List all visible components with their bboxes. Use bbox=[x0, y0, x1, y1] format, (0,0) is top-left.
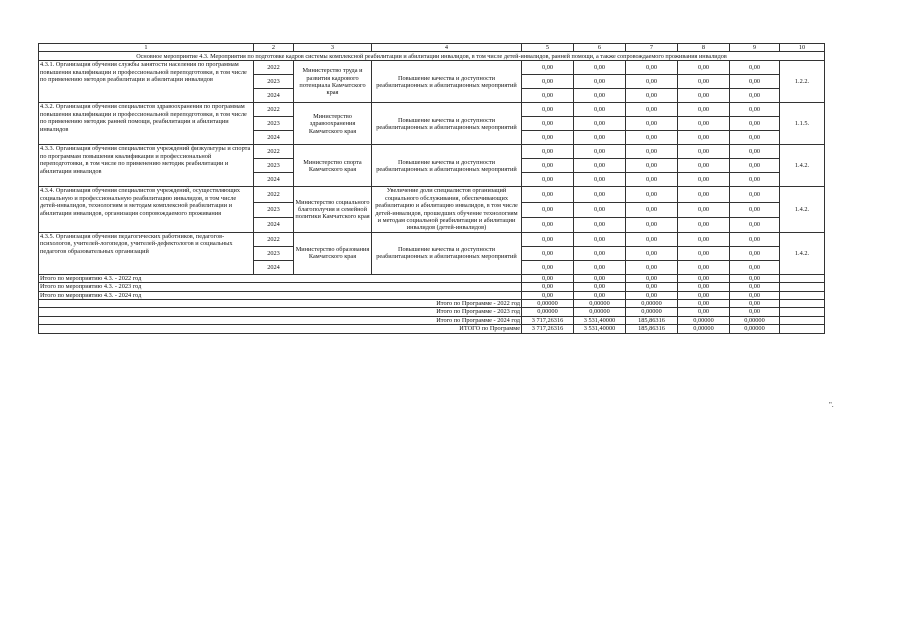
value-cell: 0,00 bbox=[626, 260, 678, 274]
program-total-label: Итого по Программе - 2024 год bbox=[39, 316, 522, 324]
empty-cell bbox=[780, 283, 825, 291]
value-cell: 0,00 bbox=[730, 145, 780, 159]
value-cell: 0,00000 bbox=[678, 316, 730, 324]
value-cell: 0,00000 bbox=[522, 300, 574, 308]
value-cell: 0,00 bbox=[678, 75, 730, 89]
value-cell: 0,00000 bbox=[574, 300, 626, 308]
value-cell: 0,00 bbox=[574, 232, 626, 246]
value-cell: 0,00 bbox=[626, 274, 678, 282]
result-cell: Повышение качества и доступности реабилитационных и абилитационных мероприятий bbox=[372, 61, 522, 103]
value-cell: 3 531,40000 bbox=[574, 316, 626, 324]
empty-cell bbox=[780, 316, 825, 324]
value-cell: 0,00 bbox=[626, 75, 678, 89]
table-row bbox=[39, 187, 825, 202]
value-cell: 0,00 bbox=[730, 308, 780, 316]
value-cell: 0,00 bbox=[626, 117, 678, 131]
value-cell: 0,00000 bbox=[522, 308, 574, 316]
value-cell: 0,00 bbox=[678, 202, 730, 217]
value-cell: 0,00 bbox=[678, 300, 730, 308]
col-num-7: 7 bbox=[626, 44, 678, 52]
year-cell: 2024 bbox=[254, 217, 294, 232]
value-cell: 0,00 bbox=[678, 61, 730, 75]
indicator-code: 1.4.2. bbox=[780, 145, 825, 187]
value-cell: 0,00 bbox=[678, 308, 730, 316]
value-cell: 0,00 bbox=[626, 232, 678, 246]
value-cell: 0,00 bbox=[522, 217, 574, 232]
executor-cell: Министерство спорта Камчатского края bbox=[294, 145, 372, 187]
table-body bbox=[39, 44, 825, 334]
value-cell: 0,00 bbox=[626, 145, 678, 159]
value-cell: 0,00000 bbox=[574, 308, 626, 316]
empty-cell bbox=[780, 308, 825, 316]
year-cell: 2023 bbox=[254, 246, 294, 260]
value-cell: 0,00 bbox=[730, 103, 780, 117]
value-cell: 0,00 bbox=[574, 202, 626, 217]
value-cell: 0,00000 bbox=[730, 316, 780, 324]
value-cell: 0,00 bbox=[678, 283, 730, 291]
value-cell: 0,00 bbox=[574, 131, 626, 145]
result-cell: Повышение качества и доступности реабилитационных и абилитационных мероприятий bbox=[372, 145, 522, 187]
value-cell: 3 531,40000 bbox=[574, 325, 626, 333]
value-cell: 0,00 bbox=[678, 274, 730, 282]
value-cell: 0,00 bbox=[574, 283, 626, 291]
empty-cell bbox=[780, 300, 825, 308]
year-cell: 2024 bbox=[254, 131, 294, 145]
value-cell: 0,00 bbox=[522, 274, 574, 282]
value-cell: 0,00 bbox=[522, 131, 574, 145]
table-row bbox=[39, 61, 825, 75]
value-cell: 0,00 bbox=[678, 246, 730, 260]
value-cell: 0,00 bbox=[730, 232, 780, 246]
value-cell: 0,00 bbox=[730, 246, 780, 260]
value-cell: 0,00 bbox=[574, 145, 626, 159]
activity-description: 4.3.1. Организация обучения службы занятости населения по программам повышения квалификации и профессиональной переподготовки, в том числе по применению методов реабилитации и абилитации инвалидов bbox=[39, 61, 254, 103]
year-cell: 2024 bbox=[254, 260, 294, 274]
activity-description: 4.3.5. Организация обучения педагогических работников, педагогов-психологов, учителей-логопедов, учителей-дефектологов и социальных педагогов образовательных организаций bbox=[39, 232, 254, 274]
program-total-row bbox=[39, 316, 825, 324]
year-cell: 2022 bbox=[254, 103, 294, 117]
executor-cell: Министерство труда и развития кадрового потенциала Камчатского края bbox=[294, 61, 372, 103]
value-cell: 0,00000 bbox=[626, 300, 678, 308]
program-total-label: ИТОГО по Программе bbox=[39, 325, 522, 333]
value-cell: 0,00 bbox=[678, 89, 730, 103]
value-cell: 0,00 bbox=[626, 103, 678, 117]
value-cell: 0,00 bbox=[522, 89, 574, 103]
value-cell: 0,00 bbox=[678, 217, 730, 232]
column-number-row bbox=[39, 44, 825, 52]
result-cell: Повышение качества и доступности реабилитационных и абилитационных мероприятий bbox=[372, 103, 522, 145]
indicator-code: 1.2.2. bbox=[780, 61, 825, 103]
year-cell: 2023 bbox=[254, 75, 294, 89]
value-cell: 0,00 bbox=[678, 131, 730, 145]
value-cell: 0,00 bbox=[730, 260, 780, 274]
event-total-label: Итого по мероприятию 4.3. - 2023 год bbox=[39, 283, 522, 291]
value-cell: 0,00 bbox=[522, 187, 574, 202]
col-num-1: 1 bbox=[39, 44, 254, 52]
value-cell: 0,00000 bbox=[678, 325, 730, 333]
event-total-label: Итого по мероприятию 4.3. - 2024 год bbox=[39, 291, 522, 299]
value-cell: 0,00 bbox=[678, 173, 730, 187]
value-cell: 0,00 bbox=[574, 117, 626, 131]
section-title-row bbox=[39, 52, 825, 61]
value-cell: 0,00 bbox=[730, 202, 780, 217]
year-cell: 2023 bbox=[254, 159, 294, 173]
col-num-3: 3 bbox=[294, 44, 372, 52]
empty-cell bbox=[780, 274, 825, 282]
year-cell: 2022 bbox=[254, 145, 294, 159]
value-cell: 0,00 bbox=[522, 173, 574, 187]
program-total-row bbox=[39, 300, 825, 308]
event-total-label: Итого по мероприятию 4.3. - 2022 год bbox=[39, 274, 522, 282]
value-cell: 0,00 bbox=[626, 89, 678, 103]
value-cell: 0,00 bbox=[522, 291, 574, 299]
value-cell: 0,00 bbox=[574, 75, 626, 89]
value-cell: 0,00 bbox=[730, 300, 780, 308]
year-cell: 2023 bbox=[254, 117, 294, 131]
value-cell: 185,86316 bbox=[626, 316, 678, 324]
col-num-8: 8 bbox=[678, 44, 730, 52]
year-cell: 2024 bbox=[254, 173, 294, 187]
end-quote-mark: ". bbox=[829, 401, 834, 409]
value-cell: 0,00 bbox=[626, 159, 678, 173]
event-total-row bbox=[39, 283, 825, 291]
value-cell: 0,00 bbox=[574, 103, 626, 117]
table-row bbox=[39, 145, 825, 159]
value-cell: 0,00 bbox=[730, 274, 780, 282]
value-cell: 0,00 bbox=[574, 291, 626, 299]
indicator-code: 1.4.2. bbox=[780, 232, 825, 274]
indicator-code: 1.4.2. bbox=[780, 187, 825, 232]
year-cell: 2022 bbox=[254, 187, 294, 202]
value-cell: 0,00 bbox=[730, 283, 780, 291]
col-num-4: 4 bbox=[372, 44, 522, 52]
value-cell: 3 717,26316 bbox=[522, 325, 574, 333]
year-cell: 2023 bbox=[254, 202, 294, 217]
year-cell: 2022 bbox=[254, 232, 294, 246]
value-cell: 0,00 bbox=[522, 75, 574, 89]
value-cell: 0,00 bbox=[730, 291, 780, 299]
section-title: Основное мероприятие 4.3. Мероприятия по подготовке кадров системы комплексной реабилитации и абилитации инвалидов, в том числе детей-инвалидов, ранней помощи, а также сопровождаемого проживания инвалидов bbox=[39, 52, 825, 61]
activity-description: 4.3.2. Организация обучения специалистов здравоохранения по программам повышения квалификации и профессиональной переподготовки, в том числе по применению методик ранней помощи, реабилитации и абилитации инвалидов bbox=[39, 103, 254, 145]
value-cell: 0,00000 bbox=[626, 308, 678, 316]
value-cell: 0,00 bbox=[730, 187, 780, 202]
value-cell: 0,00 bbox=[574, 173, 626, 187]
executor-cell: Министерство образования Камчатского края bbox=[294, 232, 372, 274]
activity-description: 4.3.3. Организация обучения специалистов учреждений физкультуры и спорта по программам повышения квалификации и профессиональной переподготовки, в том числе по применению методик реабилитации и абилитации инвалидов bbox=[39, 145, 254, 187]
value-cell: 185,86316 bbox=[626, 325, 678, 333]
value-cell: 0,00 bbox=[574, 61, 626, 75]
executor-cell: Министерство социального благополучия и семейной политики Камчатского края bbox=[294, 187, 372, 232]
value-cell: 0,00 bbox=[678, 291, 730, 299]
empty-cell bbox=[780, 325, 825, 333]
activity-description: 4.3.4. Организация обучения специалистов учреждений, осуществляющих социальную и профессиональную реабилитацию инвалидов, в том числе детей-инвалидов, технологиям и методам комплексной реабилитации и абилитации инвалидов, организация сопровождаемого проживания bbox=[39, 187, 254, 232]
value-cell: 0,00 bbox=[730, 159, 780, 173]
program-total-row bbox=[39, 308, 825, 316]
event-total-row bbox=[39, 274, 825, 282]
value-cell: 0,00 bbox=[678, 145, 730, 159]
event-total-row bbox=[39, 291, 825, 299]
value-cell: 0,00 bbox=[678, 159, 730, 173]
value-cell: 0,00 bbox=[626, 202, 678, 217]
value-cell: 0,00 bbox=[730, 173, 780, 187]
empty-cell bbox=[780, 291, 825, 299]
value-cell: 0,00 bbox=[626, 187, 678, 202]
value-cell: 0,00 bbox=[574, 246, 626, 260]
value-cell: 0,00 bbox=[574, 260, 626, 274]
value-cell: 0,00 bbox=[730, 131, 780, 145]
col-num-2: 2 bbox=[254, 44, 294, 52]
value-cell: 0,00 bbox=[522, 159, 574, 173]
value-cell: 0,00 bbox=[574, 159, 626, 173]
value-cell: 0,00000 bbox=[730, 325, 780, 333]
value-cell: 0,00 bbox=[522, 145, 574, 159]
value-cell: 0,00 bbox=[574, 217, 626, 232]
value-cell: 0,00 bbox=[730, 217, 780, 232]
value-cell: 0,00 bbox=[522, 202, 574, 217]
value-cell: 0,00 bbox=[522, 232, 574, 246]
value-cell: 0,00 bbox=[574, 187, 626, 202]
value-cell: 0,00 bbox=[678, 232, 730, 246]
value-cell: 0,00 bbox=[574, 274, 626, 282]
value-cell: 0,00 bbox=[626, 173, 678, 187]
value-cell: 0,00 bbox=[522, 283, 574, 291]
value-cell: 0,00 bbox=[730, 117, 780, 131]
year-cell: 2022 bbox=[254, 61, 294, 75]
value-cell: 0,00 bbox=[730, 89, 780, 103]
value-cell: 0,00 bbox=[678, 117, 730, 131]
program-total-row bbox=[39, 325, 825, 333]
col-num-10: 10 bbox=[780, 44, 825, 52]
value-cell: 0,00 bbox=[730, 75, 780, 89]
value-cell: 0,00 bbox=[678, 103, 730, 117]
result-cell: Повышение качества и доступности реабилитационных и абилитационных мероприятий bbox=[372, 232, 522, 274]
col-num-6: 6 bbox=[574, 44, 626, 52]
year-cell: 2024 bbox=[254, 89, 294, 103]
value-cell: 0,00 bbox=[678, 260, 730, 274]
value-cell: 0,00 bbox=[522, 117, 574, 131]
value-cell: 0,00 bbox=[678, 187, 730, 202]
value-cell: 0,00 bbox=[522, 246, 574, 260]
value-cell: 0,00 bbox=[626, 131, 678, 145]
value-cell: 0,00 bbox=[522, 61, 574, 75]
program-table bbox=[38, 43, 825, 334]
value-cell: 0,00 bbox=[522, 260, 574, 274]
executor-cell: Министерство здравоохранения Камчатского края bbox=[294, 103, 372, 145]
result-cell: Увеличение доли специалистов организаций социального обслуживания, обеспечивающих реабилитацию и абилитацию инвалидов, в том числе детей-инвалидов, прошедших обучение технологиям и методам социальной реабилитации и абилитации инвалидов (детей-инвалидов) bbox=[372, 187, 522, 232]
value-cell: 0,00 bbox=[574, 89, 626, 103]
value-cell: 0,00 bbox=[522, 103, 574, 117]
value-cell: 0,00 bbox=[626, 283, 678, 291]
table-row bbox=[39, 232, 825, 246]
table-row bbox=[39, 103, 825, 117]
value-cell: 0,00 bbox=[626, 61, 678, 75]
program-total-label: Итого по Программе - 2023 год bbox=[39, 308, 522, 316]
value-cell: 0,00 bbox=[730, 61, 780, 75]
value-cell: 0,00 bbox=[626, 291, 678, 299]
indicator-code: 1.1.5. bbox=[780, 103, 825, 145]
program-total-label: Итого по Программе - 2022 год bbox=[39, 300, 522, 308]
value-cell: 3 717,26316 bbox=[522, 316, 574, 324]
value-cell: 0,00 bbox=[626, 246, 678, 260]
col-num-5: 5 bbox=[522, 44, 574, 52]
value-cell: 0,00 bbox=[626, 217, 678, 232]
col-num-9: 9 bbox=[730, 44, 780, 52]
